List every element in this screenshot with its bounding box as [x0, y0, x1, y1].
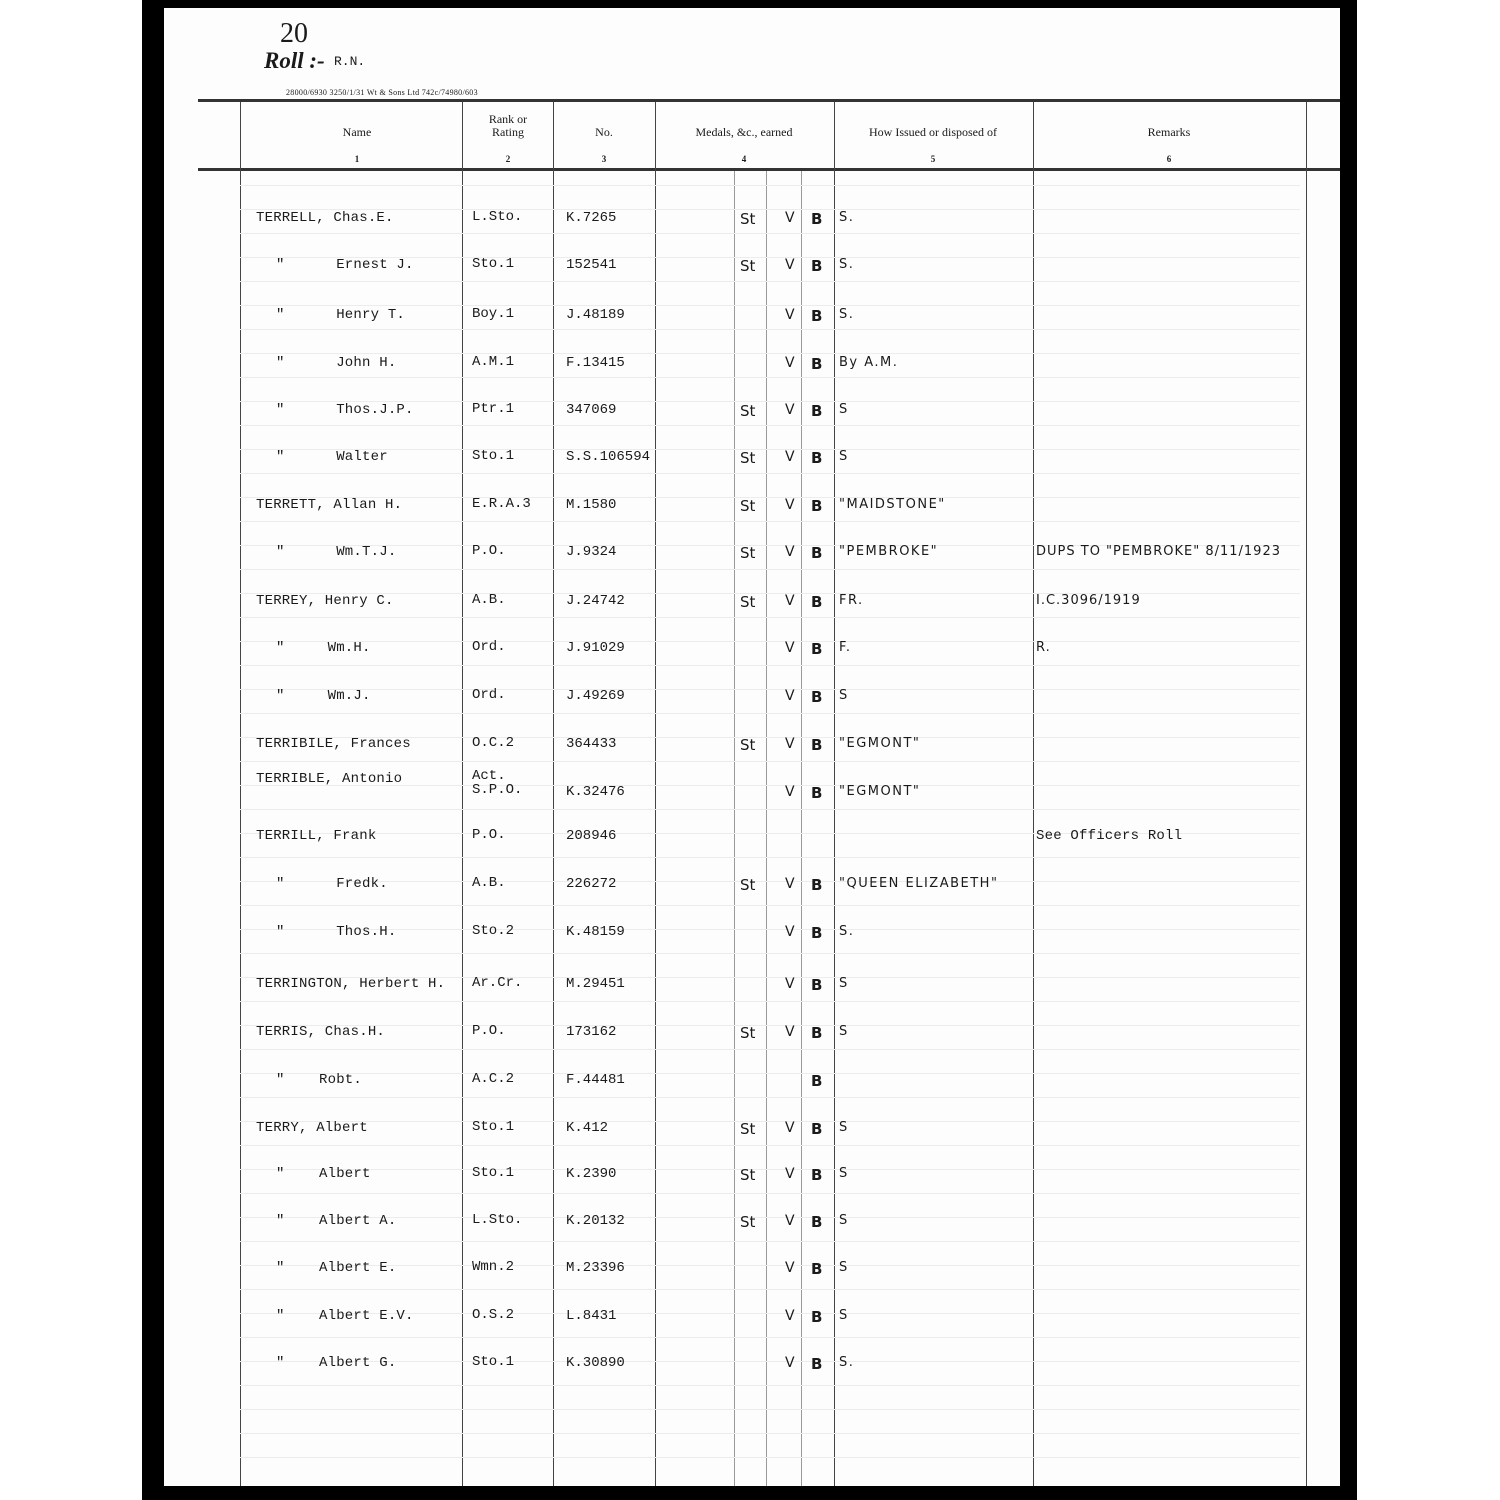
cell-rank: A.B. [472, 592, 506, 608]
cell-war-medal-tick: V [785, 736, 795, 752]
cell-victory-medal-mark: B [811, 307, 823, 325]
cell-number: M.23396 [566, 1260, 625, 1276]
cell-rank: Sto.1 [472, 1119, 515, 1135]
cell-war-medal-tick: V [785, 784, 795, 800]
header-bottom-rule [198, 168, 1340, 171]
cell-victory-medal-mark: B [811, 257, 823, 275]
right-margin [1357, 0, 1500, 1500]
table-row [164, 1166, 1340, 1196]
table-row [164, 1213, 1340, 1243]
cell-how-issued: S [839, 1120, 849, 1135]
column-header: Medals, &c., earned [695, 125, 793, 139]
cell-victory-medal-mark: B [811, 1120, 823, 1138]
ledger-rule [240, 305, 1300, 306]
cell-victory-medal-mark: B [811, 449, 823, 467]
table-row [164, 1260, 1340, 1290]
cell-number: F.13415 [566, 355, 625, 371]
left-margin [0, 0, 142, 1500]
cell-how-issued: "EGMONT" [839, 784, 921, 799]
cell-victory-medal-mark: B [811, 924, 823, 942]
cell-name: TERRELL, Chas.E. [256, 210, 394, 226]
cell-rank: Ord. [472, 639, 506, 655]
cell-how-issued: S [839, 1166, 849, 1181]
cell-rank: L.Sto. [472, 209, 523, 225]
cell-rank: Wmn.2 [472, 1259, 515, 1275]
cell-victory-medal-mark: B [811, 402, 823, 420]
table-row [164, 449, 1340, 479]
table-row [164, 1024, 1340, 1054]
cell-how-issued: S [839, 976, 849, 991]
cell-remarks: R. [1036, 640, 1051, 655]
table-row [164, 736, 1340, 766]
ledger-rule [240, 1385, 1300, 1386]
cell-remarks: See Officers Roll [1036, 828, 1183, 844]
cell-rank: Sto.1 [472, 448, 515, 464]
table-row [164, 355, 1340, 385]
cell-star-medal: St [740, 876, 756, 894]
cell-victory-medal-mark: B [811, 1024, 823, 1042]
scan-border-top [142, 0, 1357, 8]
cell-name: " Albert E.V. [276, 1308, 414, 1324]
printer-line: 28000/6930 3250/1/31 Wt & Sons Ltd 742c/74980/603 [286, 88, 478, 97]
column-header: Name [342, 125, 372, 139]
cell-number: K.32476 [566, 784, 625, 800]
cell-victory-medal-mark: B [811, 497, 823, 515]
cell-victory-medal-mark: B [811, 976, 823, 994]
cell-star-medal: St [740, 257, 756, 275]
cell-star-medal: St [740, 449, 756, 467]
cell-name: " Thos.H. [276, 924, 397, 940]
cell-star-medal: St [740, 544, 756, 562]
cell-name: " Wm.J. [276, 688, 371, 704]
cell-name: TERRIBILE, Frances [256, 736, 411, 752]
cell-how-issued: S. [839, 1355, 855, 1370]
cell-victory-medal-mark: B [811, 736, 823, 754]
cell-how-issued: S [839, 688, 849, 703]
column-number: 6 [1166, 154, 1172, 164]
cell-how-issued: S. [839, 210, 855, 225]
roll-label: Roll :- [264, 48, 325, 73]
cell-war-medal-tick: V [785, 1024, 795, 1040]
cell-rank: Sto.2 [472, 923, 515, 939]
cell-victory-medal-mark: B [811, 593, 823, 611]
cell-name: " Albert E. [276, 1260, 397, 1276]
cell-name: " Ernest J. [276, 257, 414, 273]
cell-name: " Fredk. [276, 876, 388, 892]
cell-victory-medal-mark: B [811, 1308, 823, 1326]
cell-name: " Walter [276, 449, 388, 465]
cell-war-medal-tick: V [785, 976, 795, 992]
column-number: 2 [505, 154, 511, 164]
cell-how-issued: S. [839, 307, 855, 322]
cell-rank: P.O. [472, 827, 506, 843]
cell-name: " Henry T. [276, 307, 406, 323]
cell-how-issued: "EGMONT" [839, 736, 921, 751]
cell-war-medal-tick: V [785, 1166, 795, 1182]
cell-number: 226272 [566, 876, 617, 892]
ledger-rule [240, 1409, 1300, 1410]
cell-war-medal-tick: V [785, 497, 795, 513]
cell-star-medal: St [740, 593, 756, 611]
column-header: Remarks [1147, 125, 1191, 139]
table-row [164, 402, 1340, 432]
cell-star-medal: St [740, 1024, 756, 1042]
cell-rank: Act. S.P.O. [472, 768, 523, 798]
cell-war-medal-tick: V [785, 307, 795, 323]
cell-how-issued: S [839, 402, 849, 417]
cell-name: TERRIS, Chas.H. [256, 1024, 386, 1040]
cell-remarks: I.C.3096/1919 [1036, 593, 1141, 608]
cell-how-issued: FR. [839, 593, 864, 608]
cell-star-medal: St [740, 210, 756, 228]
cell-star-medal: St [740, 497, 756, 515]
cell-rank: L.Sto. [472, 1212, 523, 1228]
cell-name: TERRILL, Frank [256, 828, 377, 844]
cell-number: F.44481 [566, 1072, 625, 1088]
cell-rank: Sto.1 [472, 1354, 515, 1370]
cell-war-medal-tick: V [785, 924, 795, 940]
cell-number: 152541 [566, 257, 617, 273]
table-row [164, 924, 1340, 954]
cell-rank: A.C.2 [472, 1071, 515, 1087]
cell-remarks: DUPS TO "PEMBROKE" 8/11/1923 [1036, 544, 1281, 559]
table-row [164, 640, 1340, 670]
ledger-rule [240, 353, 1300, 354]
cell-rank: Ar.Cr. [472, 975, 523, 991]
cell-star-medal: St [740, 1213, 756, 1231]
cell-victory-medal-mark: B [811, 210, 823, 228]
cell-number: 347069 [566, 402, 617, 418]
cell-how-issued: F. [839, 640, 852, 655]
table-row [164, 688, 1340, 718]
cell-how-issued: "MAIDSTONE" [839, 497, 946, 512]
ledger-rule [240, 1433, 1300, 1434]
ledger-rule [240, 1457, 1300, 1458]
table-row [164, 1120, 1340, 1150]
table-row [164, 768, 1340, 802]
cell-war-medal-tick: V [785, 355, 795, 371]
ledger-rule [240, 809, 1300, 810]
cell-number: J.91029 [566, 640, 625, 656]
cell-name: " Wm.H. [276, 640, 371, 656]
cell-star-medal: St [740, 736, 756, 754]
cell-victory-medal-mark: B [811, 355, 823, 373]
cell-number: K.2390 [566, 1166, 617, 1182]
cell-name: TERRETT, Allan H. [256, 497, 403, 513]
cell-victory-medal-mark: B [811, 1260, 823, 1278]
table-row [164, 1355, 1340, 1385]
cell-name: TERRY, Albert [256, 1120, 368, 1136]
cell-number: J.48189 [566, 307, 625, 323]
cell-name: TERREY, Henry C. [256, 593, 394, 609]
cell-rank: Sto.1 [472, 256, 515, 272]
cell-star-medal: St [740, 1120, 756, 1138]
cell-name: TERRIBLE, Antonio [256, 771, 403, 787]
cell-war-medal-tick: V [785, 402, 795, 418]
cell-war-medal-tick: V [785, 640, 795, 656]
cell-war-medal-tick: V [785, 876, 795, 892]
cell-how-issued: S [839, 1308, 849, 1323]
cell-name: " Robt. [276, 1072, 363, 1088]
cell-rank: O.C.2 [472, 735, 515, 751]
cell-victory-medal-mark: B [811, 1072, 823, 1090]
cell-how-issued: S [839, 1260, 849, 1275]
cell-rank: P.O. [472, 543, 506, 559]
cell-war-medal-tick: V [785, 1308, 795, 1324]
table-row [164, 497, 1340, 527]
cell-rank: Sto.1 [472, 1165, 515, 1181]
column-header: Rank or Rating [488, 112, 528, 139]
cell-how-issued: S [839, 1213, 849, 1228]
cell-war-medal-tick: V [785, 544, 795, 560]
cell-rank: P.O. [472, 1023, 506, 1039]
table-row [164, 876, 1340, 906]
cell-rank: A.B. [472, 875, 506, 891]
cell-number: 173162 [566, 1024, 617, 1040]
cell-victory-medal-mark: B [811, 876, 823, 894]
column-number: 1 [354, 154, 360, 164]
cell-war-medal-tick: V [785, 210, 795, 226]
cell-rank: A.M.1 [472, 354, 515, 370]
cell-how-issued: "QUEEN ELIZABETH" [839, 876, 999, 891]
page-number: 20 [280, 18, 308, 49]
cell-war-medal-tick: V [785, 1355, 795, 1371]
cell-number: J.49269 [566, 688, 625, 704]
cell-number: K.412 [566, 1120, 609, 1136]
column-header: How Issued or disposed of [869, 125, 997, 139]
cell-number: M.29451 [566, 976, 625, 992]
cell-how-issued: S. [839, 257, 855, 272]
table-row [164, 593, 1340, 623]
cell-name: " John H. [276, 355, 397, 371]
scan-border-bottom [142, 1486, 1357, 1500]
header-top-rule [198, 99, 1340, 102]
table-row [164, 828, 1340, 858]
table-row [164, 1072, 1340, 1102]
ledger-rule [240, 185, 1300, 186]
column-number: 4 [741, 154, 747, 164]
cell-star-medal: St [740, 1166, 756, 1184]
cell-rank: Ord. [472, 687, 506, 703]
cell-name: " Albert [276, 1166, 371, 1182]
cell-number: S.S.106594 [566, 449, 651, 465]
cell-number: L.8431 [566, 1308, 617, 1324]
scan-border-right [1340, 0, 1357, 1500]
cell-star-medal: St [740, 402, 756, 420]
cell-number: K.30890 [566, 1355, 625, 1371]
column-number: 3 [601, 154, 607, 164]
cell-how-issued: "PEMBROKE" [839, 544, 939, 559]
cell-name: " Thos.J.P. [276, 402, 414, 418]
cell-victory-medal-mark: B [811, 784, 823, 802]
cell-war-medal-tick: V [785, 593, 795, 609]
cell-rank: E.R.A.3 [472, 496, 531, 512]
cell-victory-medal-mark: B [811, 1213, 823, 1231]
cell-number: 364433 [566, 736, 617, 752]
table-row [164, 1308, 1340, 1338]
cell-victory-medal-mark: B [811, 1166, 823, 1184]
cell-number: 208946 [566, 828, 617, 844]
cell-rank: Ptr.1 [472, 401, 515, 417]
cell-war-medal-tick: V [785, 1260, 795, 1276]
cell-number: J.9324 [566, 544, 617, 560]
scan-border-left [142, 0, 164, 1500]
cell-war-medal-tick: V [785, 449, 795, 465]
cell-number: J.24742 [566, 593, 625, 609]
cell-war-medal-tick: V [785, 1213, 795, 1229]
cell-war-medal-tick: V [785, 688, 795, 704]
cell-rank: Boy.1 [472, 306, 515, 322]
cell-how-issued: S [839, 449, 849, 464]
cell-name: " Wm.T.J. [276, 544, 397, 560]
table-row [164, 257, 1340, 287]
cell-victory-medal-mark: B [811, 640, 823, 658]
cell-war-medal-tick: V [785, 1120, 795, 1136]
cell-name: TERRINGTON, Herbert H. [256, 976, 446, 992]
cell-victory-medal-mark: B [811, 1355, 823, 1373]
cell-number: K.48159 [566, 924, 625, 940]
cell-name: " Albert A. [276, 1213, 397, 1229]
roll-value: R.N. [334, 54, 366, 69]
cell-victory-medal-mark: B [811, 544, 823, 562]
cell-rank: O.S.2 [472, 1307, 515, 1323]
cell-number: K.20132 [566, 1213, 625, 1229]
cell-how-issued: S. [839, 924, 855, 939]
cell-name: " Albert G. [276, 1355, 397, 1371]
table-row [164, 544, 1340, 574]
cell-war-medal-tick: V [785, 257, 795, 273]
cell-how-issued: By A.M. [839, 355, 899, 370]
table-row [164, 307, 1340, 337]
column-number: 5 [930, 154, 936, 164]
cell-how-issued: S [839, 1024, 849, 1039]
cell-victory-medal-mark: B [811, 688, 823, 706]
table-row [164, 210, 1340, 240]
column-header: No. [595, 125, 613, 139]
medal-roll-sheet [164, 8, 1340, 1486]
cell-number: K.7265 [566, 210, 617, 226]
cell-number: M.1580 [566, 497, 617, 513]
table-row [164, 976, 1340, 1006]
